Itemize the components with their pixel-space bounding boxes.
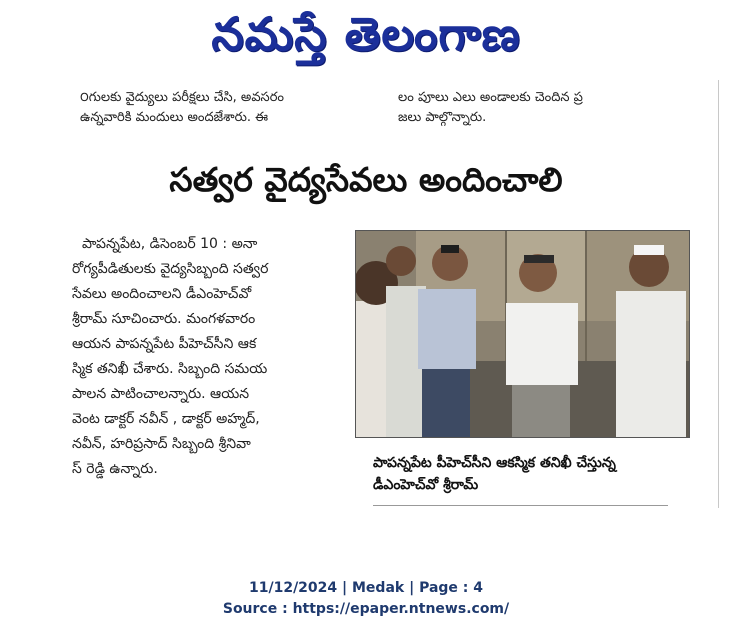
caption-divider bbox=[373, 505, 668, 506]
article-line: పాలన పాటించాలన్నారు. ఆయన bbox=[72, 386, 250, 402]
article-line: వెంట డాక్టర్ నవీన్ , డాక్టర్ అహ్మద్, bbox=[72, 411, 260, 427]
article-line: స్ రెడ్డి ఉన్నారు. bbox=[72, 461, 158, 477]
text-line: లం పూలు ఎలు అండాలకు చెందిన ప్ర bbox=[398, 90, 583, 105]
text-line: జలు పాల్గొన్నారు. bbox=[398, 110, 487, 125]
previous-article-right-column bbox=[398, 88, 698, 138]
news-photo-illustration bbox=[356, 231, 689, 437]
article-headline: సత్వర వైద్యసేవలు అందించాలి bbox=[169, 160, 563, 199]
article-body bbox=[72, 232, 340, 482]
article-line: పాపన్నపేట, డిసెంబర్ 10 : అనా bbox=[82, 236, 258, 252]
caption-line: పాపన్నపేట పీహెచ్‌సీని ఆకస్మిక తనిఖీ చేస్తున్న bbox=[373, 455, 616, 471]
masthead bbox=[0, 0, 732, 80]
article-line: ఆయన పాపన్నపేట పీహెచ్‌సీని ఆక bbox=[72, 336, 257, 352]
news-photo bbox=[355, 230, 690, 438]
article-line: శ్రీరామ్ సూచించారు. మంగళవారం bbox=[72, 311, 256, 327]
article-line: రోగ్యపీడితులకు వైద్యసిబ్బంది సత్వర bbox=[72, 261, 269, 277]
caption-line: డీఎంహెచ్‌వో శ్రీరామ్ bbox=[373, 477, 479, 493]
text-line: ఉన్నవారికి మందులు అందజేశారు. ఈ bbox=[80, 110, 269, 125]
previous-article-left-column bbox=[80, 88, 380, 138]
article-line: సేవలు అందించాలని డీఎంహెచ్‌వో bbox=[72, 286, 252, 302]
article-line: స్మిక తనిఖీ చేశారు. సిబ్బంది సమయ bbox=[72, 361, 268, 377]
footer-meta: 11/12/2024 | Medak | Page : 4 bbox=[248, 580, 484, 596]
column-divider bbox=[718, 80, 719, 508]
photo-caption bbox=[373, 452, 668, 496]
text-line: ౦గులకు వైద్యులు పరీక్షలు చేసి, అవసరం bbox=[80, 90, 284, 105]
article-line: నవీన్, హరిప్రసాద్ సిబ్బంది శ్రీనివా bbox=[72, 436, 251, 452]
footer-source: Source : https://epaper.ntnews.com/ bbox=[222, 601, 510, 617]
newspaper-title: నమస్తే తెలంగాణ bbox=[211, 7, 521, 61]
